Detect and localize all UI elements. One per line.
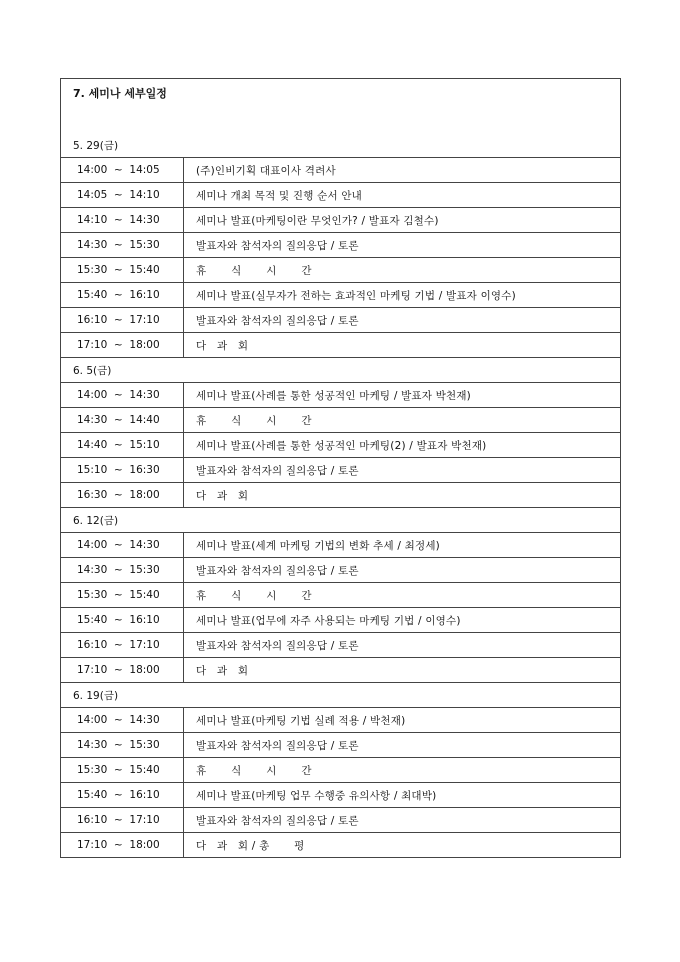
activity-cell: 휴 식 시 간	[184, 758, 621, 783]
time-cell: 15:10 ~ 16:30	[61, 458, 184, 483]
activity-cell: 발표자와 참석자의 질의응답 / 토론	[184, 308, 621, 333]
schedule-row	[61, 833, 621, 858]
schedule-row	[61, 433, 621, 458]
time-cell: 14:30 ~ 14:40	[61, 408, 184, 433]
section-title: 7. 세미나 세부일정	[73, 87, 167, 100]
time-cell: 16:30 ~ 18:00	[61, 483, 184, 508]
time-cell: 14:30 ~ 15:30	[61, 558, 184, 583]
schedule-row	[61, 808, 621, 833]
time-cell: 14:00 ~ 14:30	[61, 383, 184, 408]
date-cell: 5. 29(금)	[61, 133, 621, 158]
activity-cell: (주)인비기획 대표이사 격려사	[184, 158, 621, 183]
activity-cell: 세미나 발표(세계 마케팅 기법의 변화 추세 / 최정세)	[184, 533, 621, 558]
time-cell: 15:30 ~ 15:40	[61, 758, 184, 783]
schedule-row	[61, 608, 621, 633]
time-cell: 14:05 ~ 14:10	[61, 183, 184, 208]
time-cell: 16:10 ~ 17:10	[61, 633, 184, 658]
schedule-row	[61, 208, 621, 233]
activity-cell: 세미나 발표(사례를 통한 성공적인 마케팅 / 발표자 박천재)	[184, 383, 621, 408]
activity-cell: 세미나 발표(마케팅 업무 수행중 유의사항 / 최대박)	[184, 783, 621, 808]
date-row	[61, 683, 621, 708]
schedule-row	[61, 708, 621, 733]
schedule-row	[61, 733, 621, 758]
schedule-row	[61, 258, 621, 283]
activity-cell: 발표자와 참석자의 질의응답 / 토론	[184, 558, 621, 583]
schedule-row	[61, 533, 621, 558]
activity-cell: 다 과 회	[184, 333, 621, 358]
activity-cell: 발표자와 참석자의 질의응답 / 토론	[184, 808, 621, 833]
time-cell: 14:40 ~ 15:10	[61, 433, 184, 458]
activity-cell: 발표자와 참석자의 질의응답 / 토론	[184, 458, 621, 483]
schedule-row	[61, 458, 621, 483]
time-cell: 14:00 ~ 14:30	[61, 708, 184, 733]
activity-cell: 세미나 발표(마케팅이란 무엇인가? / 발표자 김철수)	[184, 208, 621, 233]
schedule-row	[61, 183, 621, 208]
schedule-row	[61, 383, 621, 408]
schedule-row	[61, 333, 621, 358]
activity-cell: 휴 식 시 간	[184, 583, 621, 608]
schedule-row	[61, 583, 621, 608]
date-row	[61, 133, 621, 158]
time-cell: 14:00 ~ 14:30	[61, 533, 184, 558]
schedule-body	[61, 79, 621, 858]
date-cell: 6. 12(금)	[61, 508, 621, 533]
schedule-row	[61, 558, 621, 583]
activity-cell: 휴 식 시 간	[184, 408, 621, 433]
schedule-row	[61, 283, 621, 308]
date-cell: 6. 19(금)	[61, 683, 621, 708]
time-cell: 16:10 ~ 17:10	[61, 808, 184, 833]
date-cell: 6. 5(금)	[61, 358, 621, 383]
schedule-row	[61, 633, 621, 658]
seminar-schedule-table	[60, 78, 621, 858]
activity-cell: 다 과 회	[184, 658, 621, 683]
activity-cell: 다 과 회 / 총 평	[184, 833, 621, 858]
schedule-row	[61, 158, 621, 183]
time-cell: 17:10 ~ 18:00	[61, 658, 184, 683]
time-cell: 14:10 ~ 14:30	[61, 208, 184, 233]
time-cell: 17:10 ~ 18:00	[61, 333, 184, 358]
activity-cell: 세미나 발표(마케팅 기법 실례 적용 / 박천재)	[184, 708, 621, 733]
time-cell: 15:40 ~ 16:10	[61, 283, 184, 308]
time-cell: 16:10 ~ 17:10	[61, 308, 184, 333]
time-cell: 17:10 ~ 18:00	[61, 833, 184, 858]
time-cell: 14:00 ~ 14:05	[61, 158, 184, 183]
schedule-row	[61, 233, 621, 258]
schedule-row	[61, 308, 621, 333]
time-cell: 15:30 ~ 15:40	[61, 583, 184, 608]
schedule-row	[61, 483, 621, 508]
date-row	[61, 508, 621, 533]
time-cell: 15:30 ~ 15:40	[61, 258, 184, 283]
activity-cell: 세미나 발표(사례를 통한 성공적인 마케팅(2) / 발표자 박천재)	[184, 433, 621, 458]
activity-cell: 발표자와 참석자의 질의응답 / 토론	[184, 733, 621, 758]
title-cell	[61, 79, 621, 134]
activity-cell: 세미나 발표(실무자가 전하는 효과적인 마케팅 기법 / 발표자 이영수)	[184, 283, 621, 308]
activity-cell: 세미나 개최 목적 및 진행 순서 안내	[184, 183, 621, 208]
activity-cell: 휴 식 시 간	[184, 258, 621, 283]
schedule-row	[61, 783, 621, 808]
schedule-row	[61, 408, 621, 433]
time-cell: 14:30 ~ 15:30	[61, 733, 184, 758]
activity-cell: 발표자와 참석자의 질의응답 / 토론	[184, 633, 621, 658]
title-row	[61, 79, 621, 134]
activity-cell: 발표자와 참석자의 질의응답 / 토론	[184, 233, 621, 258]
activity-cell: 다 과 회	[184, 483, 621, 508]
time-cell: 15:40 ~ 16:10	[61, 783, 184, 808]
date-row	[61, 358, 621, 383]
time-cell: 14:30 ~ 15:30	[61, 233, 184, 258]
time-cell: 15:40 ~ 16:10	[61, 608, 184, 633]
schedule-row	[61, 758, 621, 783]
activity-cell: 세미나 발표(업무에 자주 사용되는 마케팅 기법 / 이영수)	[184, 608, 621, 633]
schedule-row	[61, 658, 621, 683]
